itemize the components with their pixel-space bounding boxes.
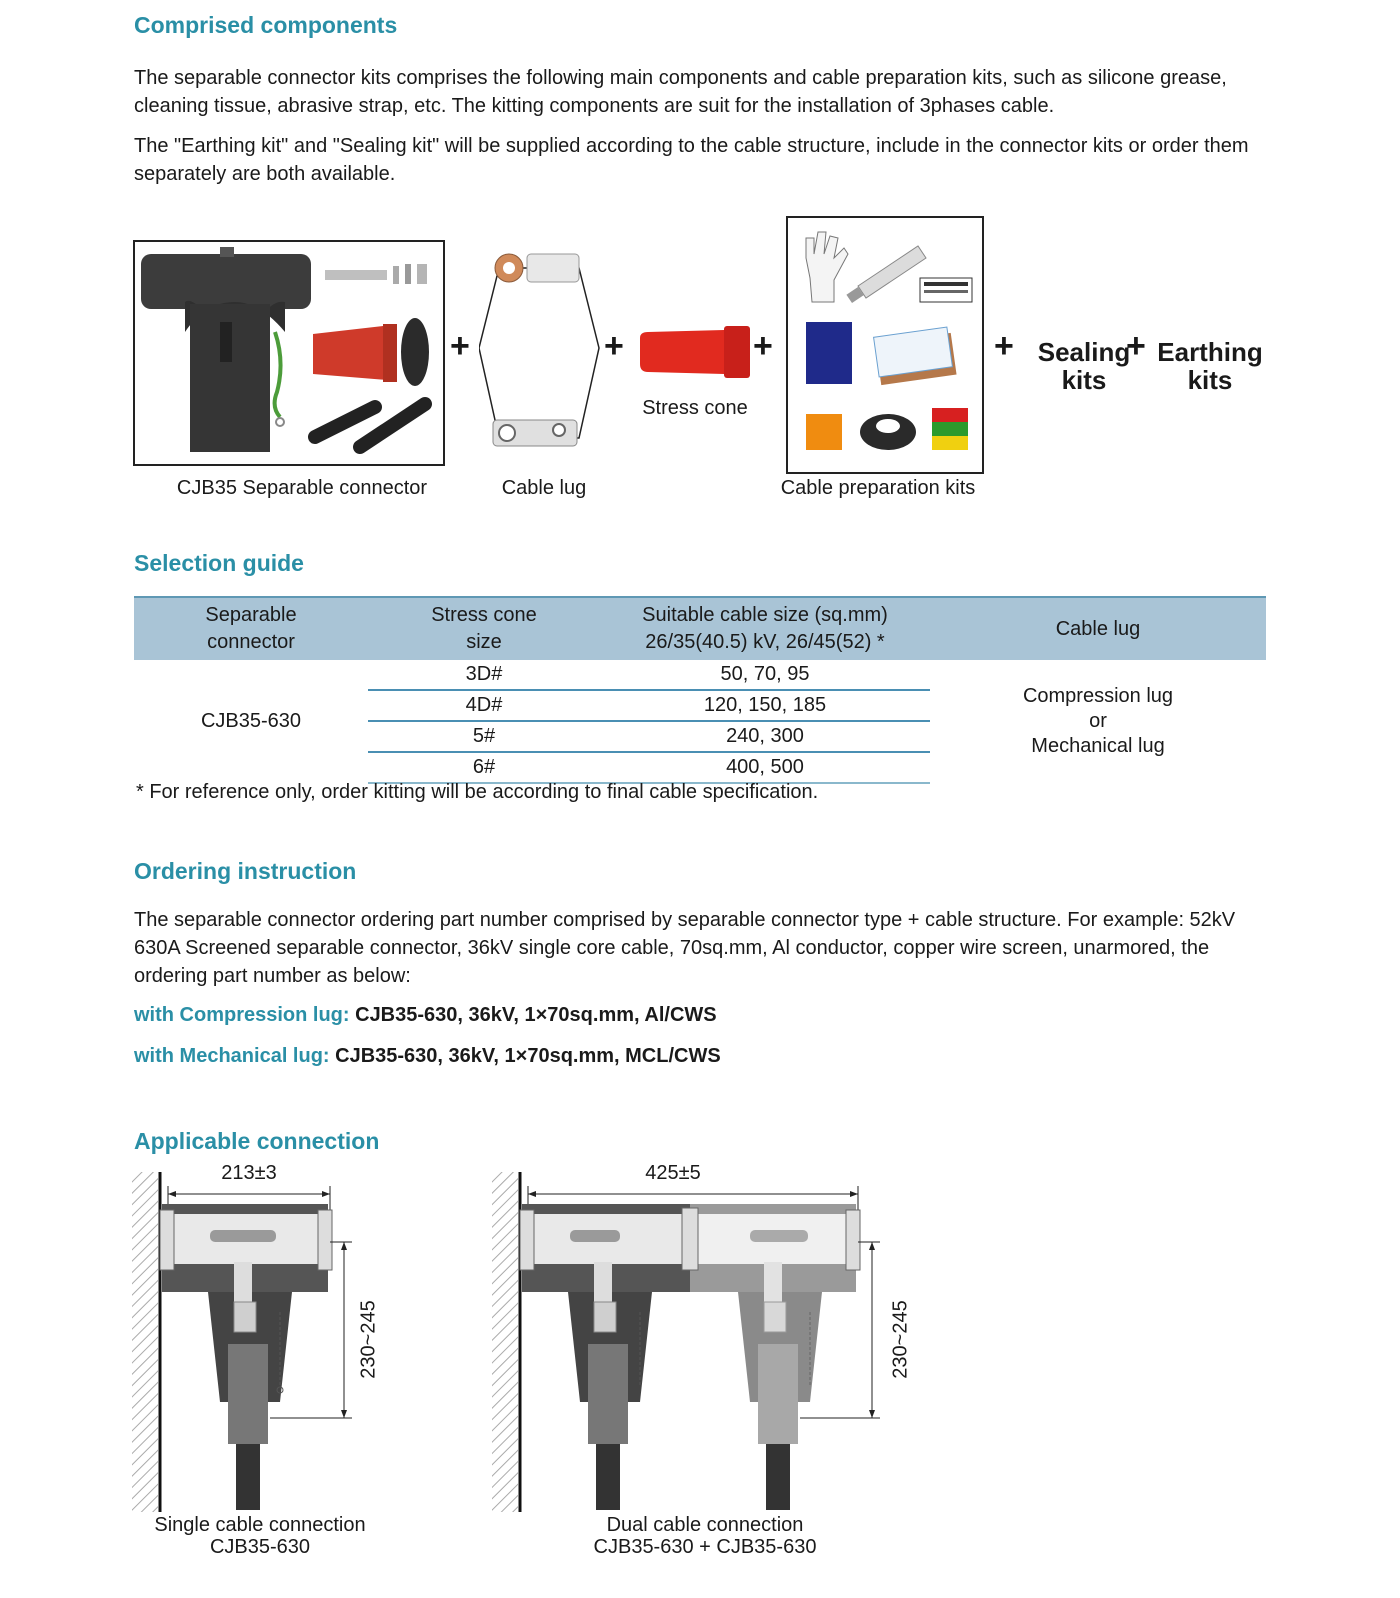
dual-caption-line-2: CJB35-630 + CJB35-630 bbox=[593, 1536, 817, 1558]
mechanical-part-number: CJB35-630, 36kV, 1×70sq.mm, MCL/CWS bbox=[329, 1045, 721, 1067]
plus-sign-5: + bbox=[1126, 327, 1146, 365]
header-cable-lug: Cable lug bbox=[930, 597, 1266, 660]
earthing-kits-label bbox=[1152, 338, 1268, 394]
header-connector: Separable connector bbox=[134, 597, 368, 660]
header-cone-size: Stress cone size bbox=[368, 597, 600, 660]
plus-sign-4: + bbox=[994, 327, 1014, 365]
table-row bbox=[134, 660, 1266, 690]
cell-cone-size: 4D# bbox=[368, 690, 600, 721]
selection-table bbox=[134, 596, 1266, 784]
plus-sign-1: + bbox=[450, 327, 470, 365]
dual-dimension-width: 425±5 bbox=[645, 1162, 701, 1184]
cell-cable-size: 240, 300 bbox=[600, 721, 930, 752]
cell-connector: CJB35-630 bbox=[200, 710, 302, 732]
sealing-kits-line-1: Sealing bbox=[1037, 337, 1131, 367]
cell-cable-lug: Compression lug or Mechanical lug bbox=[1022, 685, 1174, 757]
connector-kit-image bbox=[133, 240, 445, 466]
section-heading-selection: Selection guide bbox=[134, 550, 304, 576]
single-connection-caption bbox=[140, 1514, 380, 1558]
section-heading-components: Comprised components bbox=[134, 12, 398, 38]
table-footnote: * For reference only, order kitting will be according to final cable specification. bbox=[136, 781, 819, 803]
single-caption-line-2: CJB35-630 bbox=[209, 1536, 311, 1558]
compression-part-number: CJB35-630, 36kV, 1×70sq.mm, Al/CWS bbox=[349, 1004, 717, 1026]
cell-cone-size: 5# bbox=[368, 721, 600, 752]
cable-preparation-kit-image bbox=[786, 216, 984, 474]
components-paragraph-1: The separable connector kits comprises the following main components and cable preparation kits, such as silicone grease, cleaning tissue, abrasive strap, etc. The kitting components are suit for the installation of 3phases cable. bbox=[134, 67, 1227, 117]
single-dimension-width: 213±3 bbox=[221, 1162, 277, 1184]
stress-cone-image bbox=[640, 326, 752, 378]
header-cable-size: Suitable cable size (sq.mm) 26/35(40.5) kV, 26/45(52) * bbox=[600, 597, 930, 660]
cell-cone-size: 3D# bbox=[465, 663, 503, 685]
ordering-paragraph: The separable connector ordering part number comprised by separable connector type + cable structure. For example: 52kV 630A Screened separable connector, 36kV single core cable, 70sq.mm, Al conductor, copper wire screen, unarmored, the ordering part number as below: bbox=[134, 909, 1236, 987]
caption-stress-cone: Stress cone bbox=[642, 397, 748, 419]
cell-cone-size: 6# bbox=[368, 752, 600, 783]
ordering-mechanical-line bbox=[134, 1045, 721, 1068]
dual-connection-caption bbox=[570, 1514, 840, 1558]
components-paragraph-2: The "Earthing kit" and "Sealing kit" will be supplied according to the cable structure, include in the connector kits or order them separately are both available. bbox=[134, 135, 1249, 185]
caption-connector: CJB35 Separable connector bbox=[176, 477, 428, 499]
compression-label: with Compression lug: bbox=[134, 1004, 350, 1026]
dual-caption-line-1: Dual cable connection bbox=[606, 1514, 804, 1536]
table-header-row bbox=[134, 597, 1266, 660]
cell-cable-size: 50, 70, 95 bbox=[720, 663, 810, 685]
single-caption-line-1: Single cable connection bbox=[154, 1514, 366, 1536]
section-heading-connection: Applicable connection bbox=[134, 1128, 380, 1154]
dual-connection-drawing bbox=[490, 1172, 910, 1512]
earthing-kits-line-2: kits bbox=[1187, 365, 1233, 395]
cable-lug-image bbox=[479, 248, 605, 460]
caption-preparation-kits: Cable preparation kits bbox=[780, 477, 976, 499]
mechanical-label: with Mechanical lug: bbox=[134, 1045, 330, 1067]
ordering-compression-line bbox=[134, 1004, 717, 1027]
section-heading-ordering: Ordering instruction bbox=[134, 858, 357, 884]
dual-dimension-height: 230~245 bbox=[889, 1300, 912, 1379]
single-dimension-height: 230~245 bbox=[357, 1300, 380, 1379]
plus-sign-2: + bbox=[604, 327, 624, 365]
cell-cable-size: 120, 150, 185 bbox=[600, 690, 930, 721]
single-connection-drawing bbox=[130, 1172, 390, 1512]
sealing-kits-line-2: kits bbox=[1061, 365, 1107, 395]
cell-cable-size: 400, 500 bbox=[600, 752, 930, 783]
earthing-kits-line-1: Earthing bbox=[1157, 337, 1263, 367]
caption-cable-lug: Cable lug bbox=[501, 477, 587, 499]
plus-sign-3: + bbox=[753, 327, 773, 365]
